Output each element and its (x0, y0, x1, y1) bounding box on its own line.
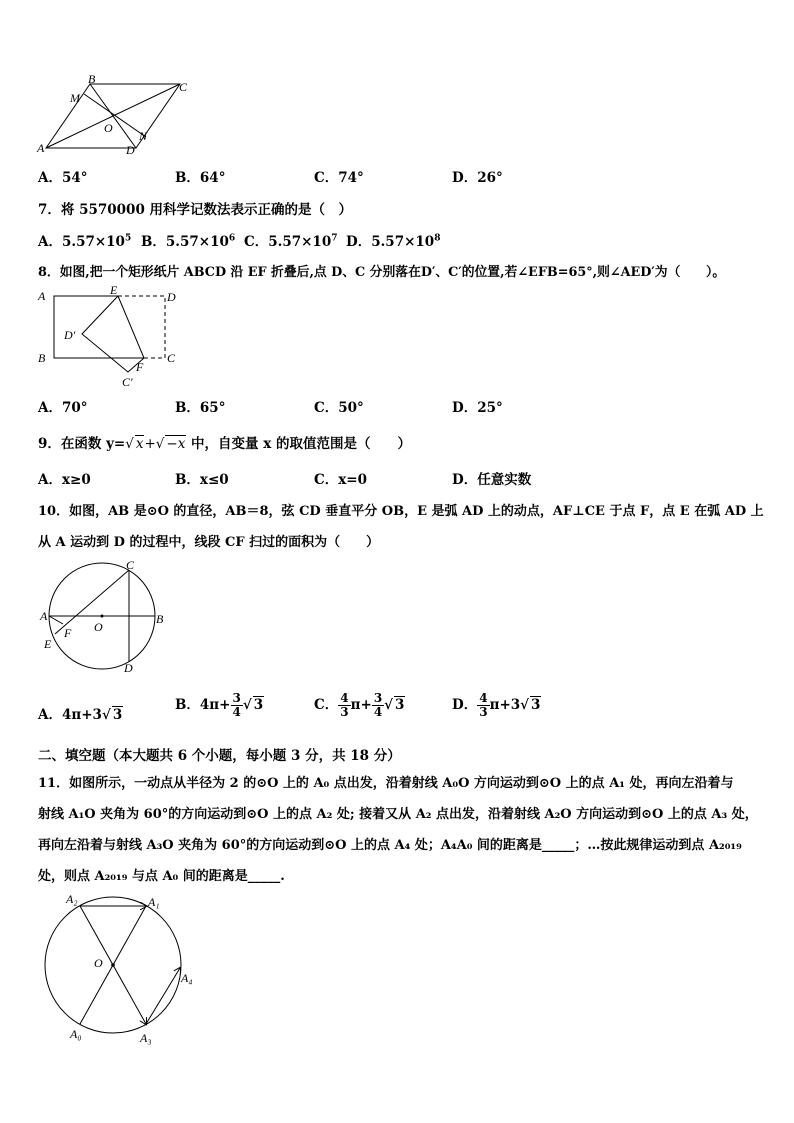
q10-stem-line2: 从 A 运动到 D 的过程中，线段 CF 扫过的面积为（ ） (38, 535, 380, 550)
q11-stem-line3: 再向左沿着与射线 A₃O 夹角为 60°的方向运动到⊙O 上的点 A₄ 处；A₄A₀ 间的距离是_____；…按此规律运动到点 A₂₀₁₉ (38, 838, 742, 853)
q9-option-d: D．任意实数 (452, 472, 532, 488)
label-O: O (104, 121, 113, 135)
q8-option-a: A．70° (38, 400, 88, 416)
q11-stem-line2: 射线 A₁O 夹角为 60°的方向运动到⊙O 上的点 A₂ 处; 接着又从 A₂ 点出发，沿着射线 A₂O 方向运动到⊙O 上的点 A₃ 处， (38, 807, 758, 822)
label-C: C (126, 558, 135, 572)
label-B: B (156, 612, 164, 626)
label-C: C (167, 351, 176, 365)
q9-option-b: B．x≤0 (175, 472, 229, 488)
label-A: A (37, 141, 45, 155)
label-C: C (179, 80, 188, 94)
q10-option-c: C． $\frac{4}{3}$ π+ $\frac{3}{4}$ √ 3 (314, 691, 405, 719)
circle-path-figure (36, 888, 206, 1048)
label-A2: A₂ (66, 892, 78, 906)
label-C-prime: C′ (122, 375, 133, 389)
q9-stem: 9．在函数 y=√ x+√ −x 中，自变量 x 的取值范围是（ ） (38, 436, 411, 452)
label-B: B (38, 351, 46, 365)
q9-option-a: A．x≥0 (38, 472, 91, 488)
q6-option-a: A．54° (38, 170, 88, 186)
q11-stem-line4: 处，则点 A₂₀₁₉ 与点 A₀ 间的距离是_____. (38, 869, 285, 884)
label-E: E (44, 637, 52, 651)
q10-option-a: A．4π+3√ 3 (38, 707, 123, 723)
label-F: F (64, 626, 72, 640)
parallelogram-figure (34, 72, 204, 160)
label-N: N (139, 129, 148, 143)
label-D: D (167, 290, 176, 304)
label-A1: A₁ (148, 895, 160, 909)
label-A0: A₀ (70, 1027, 82, 1041)
q7-option-a: A．$5.57\times 10^5$ (38, 233, 132, 250)
label-D: D (126, 143, 135, 157)
label-A3: A₃ (140, 1031, 152, 1045)
q10-stem-line1: 10．如图，AB 是⊙O 的直径，AB＝8，弦 CD 垂直平分 OB，E 是弧 AD 上的动点，AF⊥CE 于点 F，点 E 在弧 AD 上 (38, 504, 764, 519)
q8-option-d: D．25° (452, 400, 503, 416)
q8-stem: 8．如图,把一个矩形纸片 ABCD 沿 EF 折叠后,点 D、C 分别落在D′、C′的位置,若∠EFB=65°,则∠AED′为（ ）。 (38, 265, 726, 280)
q6-option-d: D．26° (452, 170, 503, 186)
q6-option-c: C．74° (314, 170, 364, 186)
label-D: D (124, 661, 133, 675)
circle-chord-figure (36, 558, 176, 678)
label-E: E (110, 283, 118, 297)
q11-stem-line1: 11．如图所示，一动点从半径为 2 的⊙O 上的 A₀ 点出发，沿着射线 A₀O 方向运动到⊙O 上的点 A₁ 处，再向左沿着与 (38, 776, 734, 791)
label-A: A (38, 289, 46, 303)
q7-stem: 7．将 5570000 用科学记数法表示正确的是（ ） (38, 202, 353, 218)
label-O: O (94, 956, 103, 970)
label-M: M (70, 91, 80, 105)
label-F: F (136, 360, 144, 374)
label-D-prime: D′ (64, 328, 76, 342)
folded-rectangle-figure (34, 282, 194, 392)
q6-option-b: B．64° (175, 170, 226, 186)
label-O: O (94, 620, 103, 634)
section-title: 二、填空题（本大题共 6 个小题，每小题 3 分，共 18 分） (38, 748, 401, 764)
q7-option-c: C．$5.57\times 10^7$ (244, 233, 338, 250)
q7-option-d: D．$5.57\times 10^8$ (346, 233, 441, 250)
q10-option-d: D． $\frac{4}{3}$ π+3√ 3 (452, 691, 541, 719)
q10-option-b: B．4π+ $\frac{3}{4}$ √ 3 (175, 691, 264, 719)
label-A: A (40, 609, 48, 623)
q8-option-b: B．65° (175, 400, 226, 416)
q9-option-c: C．x=0 (314, 472, 367, 488)
label-A4: A₄ (181, 971, 193, 985)
q8-option-c: C．50° (314, 400, 364, 416)
q7-option-b: B．$5.57\times 10^6$ (141, 233, 236, 250)
label-B: B (88, 72, 96, 86)
